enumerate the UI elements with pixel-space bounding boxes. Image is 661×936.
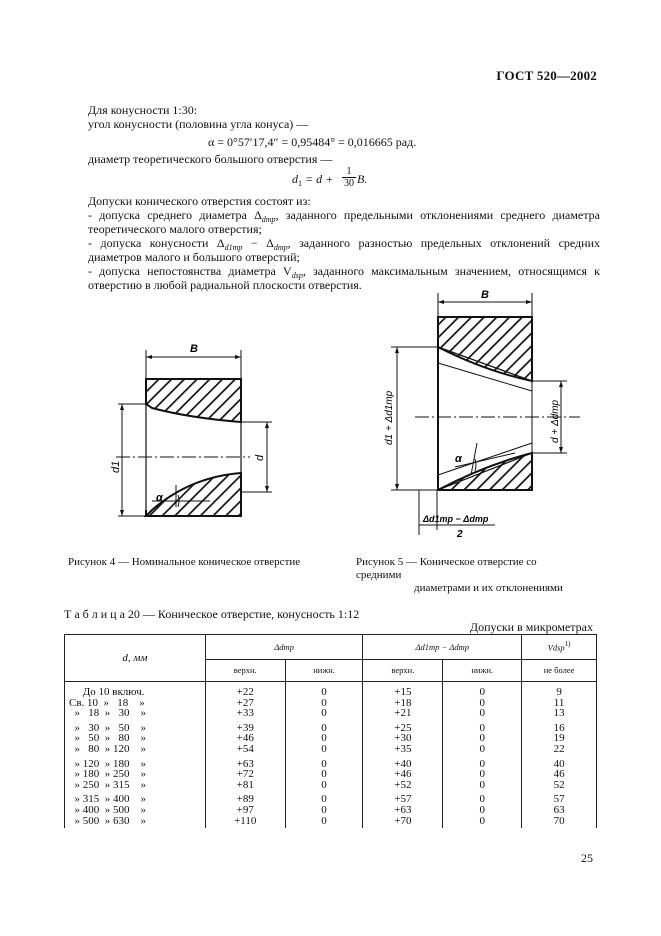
- column-dmp-upper: [205, 682, 285, 829]
- table-cell-v: 9: [556, 686, 562, 698]
- table-cell-tap-lo: 0: [479, 732, 485, 745]
- fig5-label-d-dev: d + Δdmp: [550, 399, 561, 443]
- paragraph-diameter: диаметр теоретического большого отверстия —: [88, 152, 333, 166]
- table-cell-v: 22: [553, 742, 565, 755]
- fig5-label-frac-den: 2: [457, 529, 463, 540]
- formula-d1-tail: B.: [357, 172, 368, 186]
- table-cell-d: » 180 » 250 »: [69, 768, 146, 781]
- table-cell-d: » 500 » 630 »: [69, 814, 146, 827]
- document-code: ГОСТ 520—2002: [496, 68, 597, 83]
- table-cell-tap-up: +18: [394, 696, 412, 709]
- header-delta-dmp: Δdmp: [205, 635, 363, 660]
- sub-lower-2: нижн.: [443, 659, 522, 681]
- table-cell-dmp-up: +110: [234, 814, 257, 827]
- table-cell-d: » 315 » 400 »: [69, 793, 146, 806]
- table-cell-d: » 80 » 120 »: [69, 742, 146, 755]
- table-cell-dmp-up: +54: [236, 742, 254, 755]
- table-cell-dmp-up: +39: [236, 721, 254, 734]
- table-cell-dmp-up: +81: [236, 778, 254, 791]
- table-cell-tap-up: +52: [394, 778, 412, 791]
- table-cell-v: 13: [553, 707, 565, 720]
- fig4-label-d: d: [254, 454, 266, 461]
- header-vdsp: Vdsp$^{1)}$: [522, 635, 597, 660]
- figure-5-caption: Рисунок 5 — Коническое отверстие со средними диаметрами и их отклонениями: [356, 556, 563, 594]
- bullet-variation: - допуска непостоянства диаметра $V_{dsp}$, заданного максимальным значением, относящимся к отверстию в любой радиальной плоскости отверстия.: [88, 264, 601, 292]
- formula-d1-mid: = d +: [302, 172, 334, 186]
- table-cell-tap-lo: 0: [479, 814, 485, 827]
- table-body-row: [65, 682, 597, 829]
- fig5-label-frac-num: Δd1mp − Δdmp: [423, 514, 489, 524]
- table-cell-tap-up: +57: [394, 793, 412, 806]
- tolerance-table: [64, 634, 597, 828]
- table-cell-tap-up: +15: [394, 686, 412, 698]
- table-cell-dmp-up: +97: [236, 803, 254, 816]
- paragraph-tolerances: Допуски конического отверстия состоят из:: [88, 194, 311, 208]
- table-cell-v: 63: [553, 803, 565, 816]
- paragraph-angle: угол конусности (половина угла конуса) —: [88, 117, 309, 131]
- column-dmp-lower: [285, 682, 363, 829]
- formula-d1-lhs: d: [292, 172, 298, 186]
- formula-alpha: α = 0°57′17,4″ = 0,95484° = 0,016665 рад.: [208, 135, 417, 149]
- table-cell-v: 19: [553, 732, 565, 745]
- table-cell-dmp-lo: 0: [321, 707, 327, 720]
- table-cell-tap-up: +46: [394, 768, 412, 781]
- table-cell-dmp-lo: 0: [321, 814, 327, 827]
- table-cell-dmp-up: +22: [236, 686, 254, 698]
- bullet-taper: - допуска конусности $\Delta_{d1mp} - \Delta_{dmp}$, заданного разностью предельных отклонений средних диаметров малого и большого отверстий;: [88, 236, 601, 264]
- table-cell-d: » 30 » 50 »: [69, 721, 146, 734]
- table-cell-dmp-lo: 0: [321, 742, 327, 755]
- table-cell-tap-up: +35: [394, 742, 412, 755]
- fig5-label-d1-dev: d1 + Δd1mp: [384, 390, 395, 445]
- table-units: Допуски в микрометрах: [469, 620, 593, 634]
- table-cell-d: Св. 10 » 18 »: [69, 696, 145, 709]
- table-cell-v: 57: [553, 793, 565, 806]
- table-cell-tap-lo: 0: [479, 768, 485, 781]
- table-cell-tap-lo: 0: [479, 742, 485, 755]
- sub-upper-1: верхн.: [205, 659, 285, 681]
- page-number: 25: [581, 851, 593, 865]
- column-taper-lower: [443, 682, 522, 829]
- fig5-label-B: B: [481, 289, 489, 301]
- table-cell-v: 16: [553, 721, 565, 734]
- table-cell-tap-up: +30: [394, 732, 412, 745]
- figure-4-caption: Рисунок 4 — Номинальное коническое отверстие: [68, 556, 301, 568]
- table-cell-v: 70: [553, 814, 565, 827]
- table-cell-tap-up: +21: [394, 707, 412, 720]
- table-cell-tap-up: +40: [394, 757, 412, 770]
- table-cell-v: 46: [553, 768, 565, 781]
- table-cell-tap-lo: 0: [479, 721, 485, 734]
- fig4-label-alpha: α: [156, 492, 163, 504]
- table-cell-tap-lo: 0: [479, 803, 485, 816]
- figure-5-drawing: [375, 285, 595, 555]
- table-cell-d: » 250 » 315 »: [69, 778, 146, 791]
- formula-d1: [292, 172, 333, 186]
- table-cell-tap-lo: 0: [479, 686, 485, 698]
- figure-4-drawing: [100, 335, 290, 550]
- table-cell-dmp-lo: 0: [321, 696, 327, 709]
- column-vdsp: [522, 682, 597, 829]
- table-cell-tap-up: +70: [394, 814, 412, 827]
- table-cell-d: » 120 » 180 »: [69, 757, 146, 770]
- bullet-mean-diameter: - допуска среднего диаметра $\Delta_{dmp}$, заданного предельными отклонениями среднего диаметра теоретического малого отверстия;: [88, 208, 600, 236]
- table-cell-d: До 10 включ.: [69, 686, 145, 698]
- table-cell-dmp-up: +33: [236, 707, 254, 720]
- fig4-label-B: B: [190, 343, 198, 355]
- table-cell-dmp-lo: 0: [321, 721, 327, 734]
- table-cell-tap-lo: 0: [479, 757, 485, 770]
- table-cell-tap-up: +63: [394, 803, 412, 816]
- formula-d1-sub: 1: [298, 179, 302, 188]
- table-cell-dmp-up: +89: [236, 793, 254, 806]
- table-cell-tap-lo: 0: [479, 707, 485, 720]
- table-cell-d: » 18 » 30 »: [69, 707, 146, 720]
- table-cell-d: » 50 » 80 »: [69, 732, 146, 745]
- sub-lower-1: нижн.: [285, 659, 363, 681]
- fraction-denominator: 30: [344, 178, 354, 189]
- table-cell-tap-up: +25: [394, 721, 412, 734]
- table-cell-v: 40: [553, 757, 565, 770]
- table-cell-d: » 400 » 500 »: [69, 803, 146, 816]
- column-d: [65, 682, 206, 829]
- table-cell-dmp-lo: 0: [321, 768, 327, 781]
- table-cell-dmp-lo: 0: [321, 732, 327, 745]
- header-d: d, мм: [65, 635, 206, 682]
- sub-upper-2: верхн.: [363, 659, 443, 681]
- header-delta-taper: Δd1mp − Δdmp: [363, 635, 522, 660]
- formula-fraction: [342, 166, 356, 189]
- table-cell-dmp-up: +27: [236, 696, 254, 709]
- table-cell-dmp-lo: 0: [321, 778, 327, 791]
- table-cell-tap-lo: 0: [479, 778, 485, 791]
- column-taper-upper: [363, 682, 443, 829]
- table-cell-tap-lo: 0: [479, 696, 485, 709]
- fig4-label-d1: d1: [110, 460, 122, 473]
- table-title: Т а б л и ц а 20 — Коническое отверстие, конусность 1:12: [64, 607, 360, 621]
- sub-max: не более: [522, 659, 597, 681]
- table-cell-tap-lo: 0: [479, 793, 485, 806]
- fig5-label-alpha: α: [455, 453, 462, 465]
- fraction-numerator: 1: [342, 166, 356, 178]
- table-cell-dmp-up: +46: [236, 732, 254, 745]
- paragraph-taper: Для конусности 1:30:: [88, 103, 198, 117]
- table-cell-dmp-lo: 0: [321, 757, 327, 770]
- table-cell-v: 52: [553, 778, 565, 791]
- table-cell-dmp-lo: 0: [321, 686, 327, 698]
- table-cell-dmp-up: +63: [236, 757, 254, 770]
- table-cell-dmp-lo: 0: [321, 793, 327, 806]
- table-cell-dmp-lo: 0: [321, 803, 327, 816]
- table-cell-v: 11: [553, 696, 565, 709]
- table-cell-dmp-up: +72: [236, 768, 254, 781]
